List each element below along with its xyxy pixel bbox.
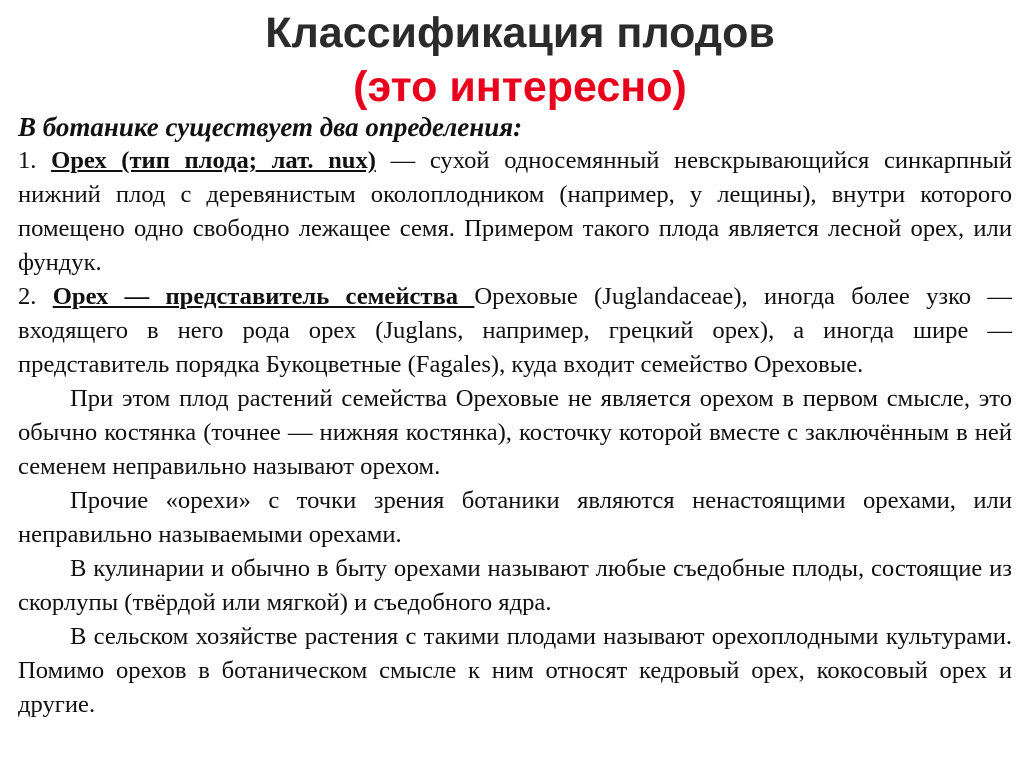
definition-2 bbox=[18, 280, 1012, 382]
definition-1-term: Орех (тип плода; лат. nux) bbox=[51, 147, 376, 174]
definition-2-number: 2. bbox=[18, 283, 53, 310]
paragraph-false-nuts: Прочие «орехи» с точки зрения ботаники являются ненастоящими орехами, или неправильно называемыми орехами. bbox=[18, 487, 1012, 548]
slide-title: Классификация плодов bbox=[265, 9, 775, 57]
title-block bbox=[240, 6, 800, 114]
paragraph-culinary: В кулинарии и обычно в быту орехами называют любые съедобные плоды, состоящие из скорлупы (твёрдой или мягкой) и съедобного ядра. bbox=[18, 555, 1012, 616]
paragraph-agriculture: В сельском хозяйстве растения с такими плодами называют орехоплодными культурами. Помимо орехов в ботаническом смысле к ним относят кедровый орех, кокосовый орех и другие. bbox=[18, 623, 1012, 718]
definition-1-number: 1. bbox=[18, 147, 52, 174]
section-heading: В ботанике существует два определения: bbox=[18, 112, 523, 142]
slide-subtitle: (это интересно) bbox=[353, 63, 687, 111]
body-text bbox=[18, 110, 1012, 722]
definition-2-term: Орех — представитель семейства bbox=[52, 283, 475, 310]
definition-2-text: Ореховые (Juglandaceae), иногда более узко — входящего в него рода орех (Juglans, например, грецкий орех), а иногда шире — представитель порядка Букоцветные (Fagales), куда входит семейство Ореховые. bbox=[18, 283, 1012, 378]
definition-1 bbox=[18, 144, 1012, 280]
definition-1-text: — сухой односемянный невскрывающийся синкарпный нижний плод с деревянистым околоплодником (например, у лещины), внутри которого помещено одно свободно лежащее семя. Примером такого плода является лесной орех, или фундук. bbox=[18, 147, 1012, 276]
paragraph-drupe: При этом плод растений семейства Ореховые не является орехом в первом смысле, это обычно костянка (точнее — нижняя костянка), косточку которой вместе с заключённым в ней семенем неправильно называют орехом. bbox=[18, 385, 1012, 480]
